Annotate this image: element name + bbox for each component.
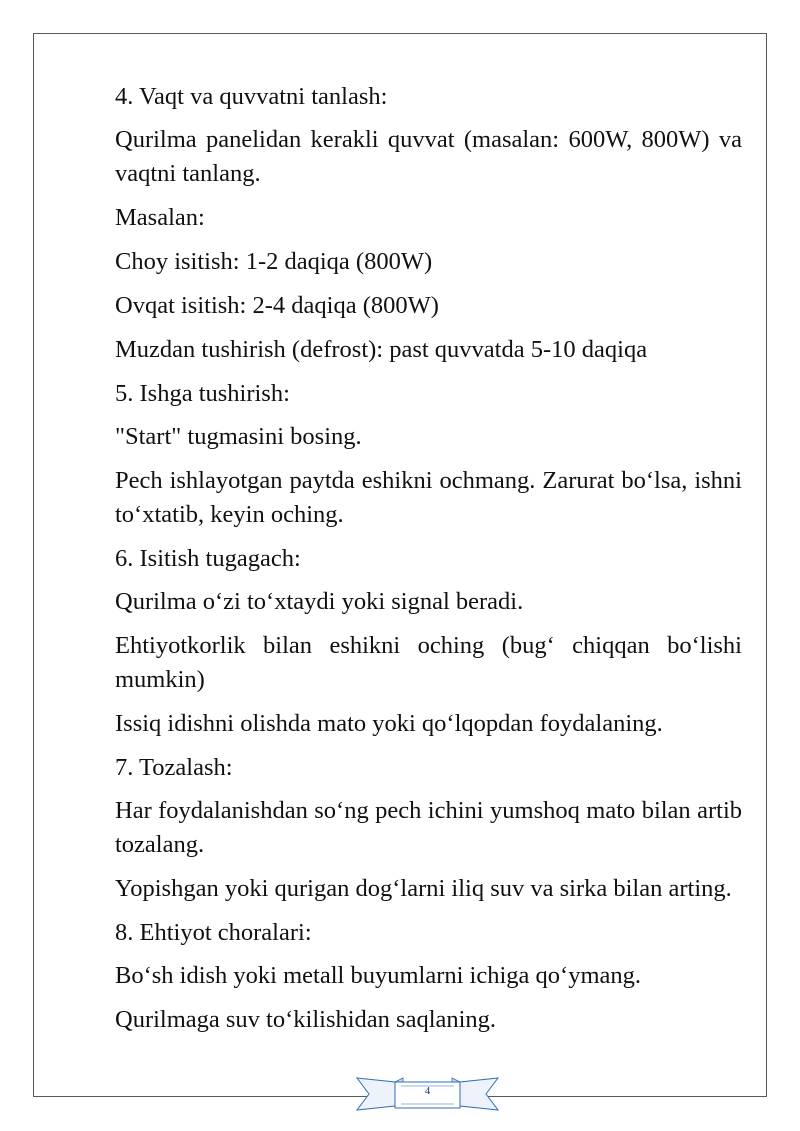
section-heading-after-heating: 6. Isitish tugagach: — [115, 545, 301, 572]
paragraph-stains: Yopishgan yoki qurigan dog‘larni iliq suv va sirka bilan arting. — [115, 875, 732, 902]
paragraph-wipe-inside: Har foydalanishdan so‘ng pech ichini yumshoq mato bilan artib tozalang. — [115, 797, 742, 858]
paragraph-tea-heating: Choy isitish: 1-2 daqiqa (800W) — [115, 248, 433, 275]
paragraph-defrost: Muzdan tushirish (defrost): past quvvatda 5-10 daqiqa — [115, 336, 648, 363]
paragraph-door-warning: Pech ishlayotgan paytda eshikni ochmang. Zarurat bo‘lsa, ishni to‘xtatib, keyin oching. — [115, 467, 742, 528]
paragraph-press-start: "Start" tugmasini bosing. — [115, 423, 362, 450]
section-heading-cleaning: 7. Tozalash: — [115, 754, 233, 781]
page-number: 4 — [424, 1085, 431, 1097]
ribbon-right-fold — [452, 1078, 460, 1082]
section-heading-time-power: 4. Vaqt va quvvatni tanlash: — [115, 83, 388, 110]
section-heading-precautions: 8. Ehtiyot choralari: — [115, 919, 312, 946]
paragraph-no-water: Qurilmaga suv to‘kilishidan saqlaning. — [115, 1006, 497, 1033]
ribbon-left-fold — [395, 1078, 403, 1082]
paragraph-select-power: Qurilma panelidan kerakli quvvat (masalan: 600W, 800W) va vaqtni tanlang. — [115, 126, 742, 187]
paragraph-hot-dish: Issiq idishni olishda mato yoki qo‘lqopdan foydalaning. — [115, 710, 663, 737]
page-number-ribbon — [355, 1070, 500, 1114]
section-heading-start: 5. Ishga tushirish: — [115, 380, 290, 407]
paragraph-example-label: Masalan: — [115, 204, 205, 231]
paragraph-food-heating: Ovqat isitish: 2-4 daqiqa (800W) — [115, 292, 439, 319]
document-body — [115, 80, 742, 1047]
paragraph-auto-stop: Qurilma o‘zi to‘xtaydi yoki signal beradi. — [115, 588, 524, 615]
paragraph-no-metal: Bo‘sh idish yoki metall buyumlarni ichiga qo‘ymang. — [115, 962, 641, 989]
paragraph-open-carefully: Ehtiyotkorlik bilan eshikni oching (bug‘ chiqqan bo‘lishi mumkin) — [115, 632, 742, 693]
